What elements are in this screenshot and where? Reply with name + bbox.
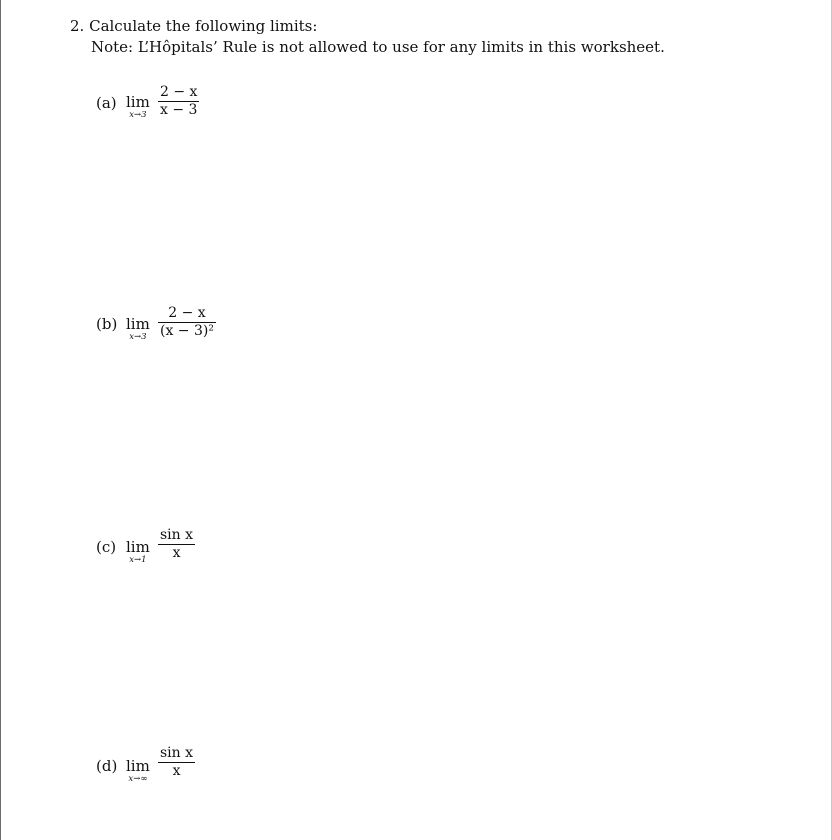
part-c-limit [126, 540, 150, 565]
part-a-denominator: x − 3 [160, 102, 198, 118]
part-b-fraction [158, 305, 216, 340]
part-d-fraction [158, 745, 195, 780]
part-b-denominator: (x − 3)² [160, 323, 214, 339]
part-b-lim-word: lim [126, 315, 150, 333]
part-c-denominator: x [172, 545, 181, 561]
part-d-label: (d) [96, 757, 118, 775]
part-a-numerator: 2 − x [160, 84, 198, 100]
part-c-label: (c) [96, 538, 117, 556]
part-b-limit [126, 317, 150, 342]
part-a-lim-word: lim [126, 93, 150, 111]
part-c-lim-word: lim [126, 538, 150, 556]
page-left-border [0, 0, 1, 840]
part-b-lim-subscript: x→3 [129, 332, 147, 342]
part-d-limit [126, 759, 150, 784]
part-d-denominator: x [172, 763, 181, 779]
part-b-label: (b) [96, 315, 118, 333]
problem-heading: Calculate the following limits: [89, 17, 318, 35]
part-b-numerator: 2 − x [168, 305, 206, 321]
part-a-limit [126, 95, 150, 120]
part-a-lim-subscript: x→3 [129, 110, 147, 120]
problem-number: 2. [70, 17, 85, 35]
part-d-lim-subscript: x→∞ [128, 774, 148, 784]
part-d-lim-word: lim [126, 757, 150, 775]
part-c-numerator: sin x [160, 527, 194, 543]
part-c-lim-subscript: x→1 [129, 555, 147, 565]
problem-header [70, 16, 665, 58]
problem-heading-line [70, 16, 665, 37]
part-a-fraction [158, 84, 199, 119]
part-c-fraction [158, 527, 195, 562]
problem-note: Note: L’Hôpitals’ Rule is not allowed to use for any limits in this worksheet. [91, 38, 665, 56]
part-a-label: (a) [96, 94, 117, 112]
part-d-numerator: sin x [160, 745, 194, 761]
